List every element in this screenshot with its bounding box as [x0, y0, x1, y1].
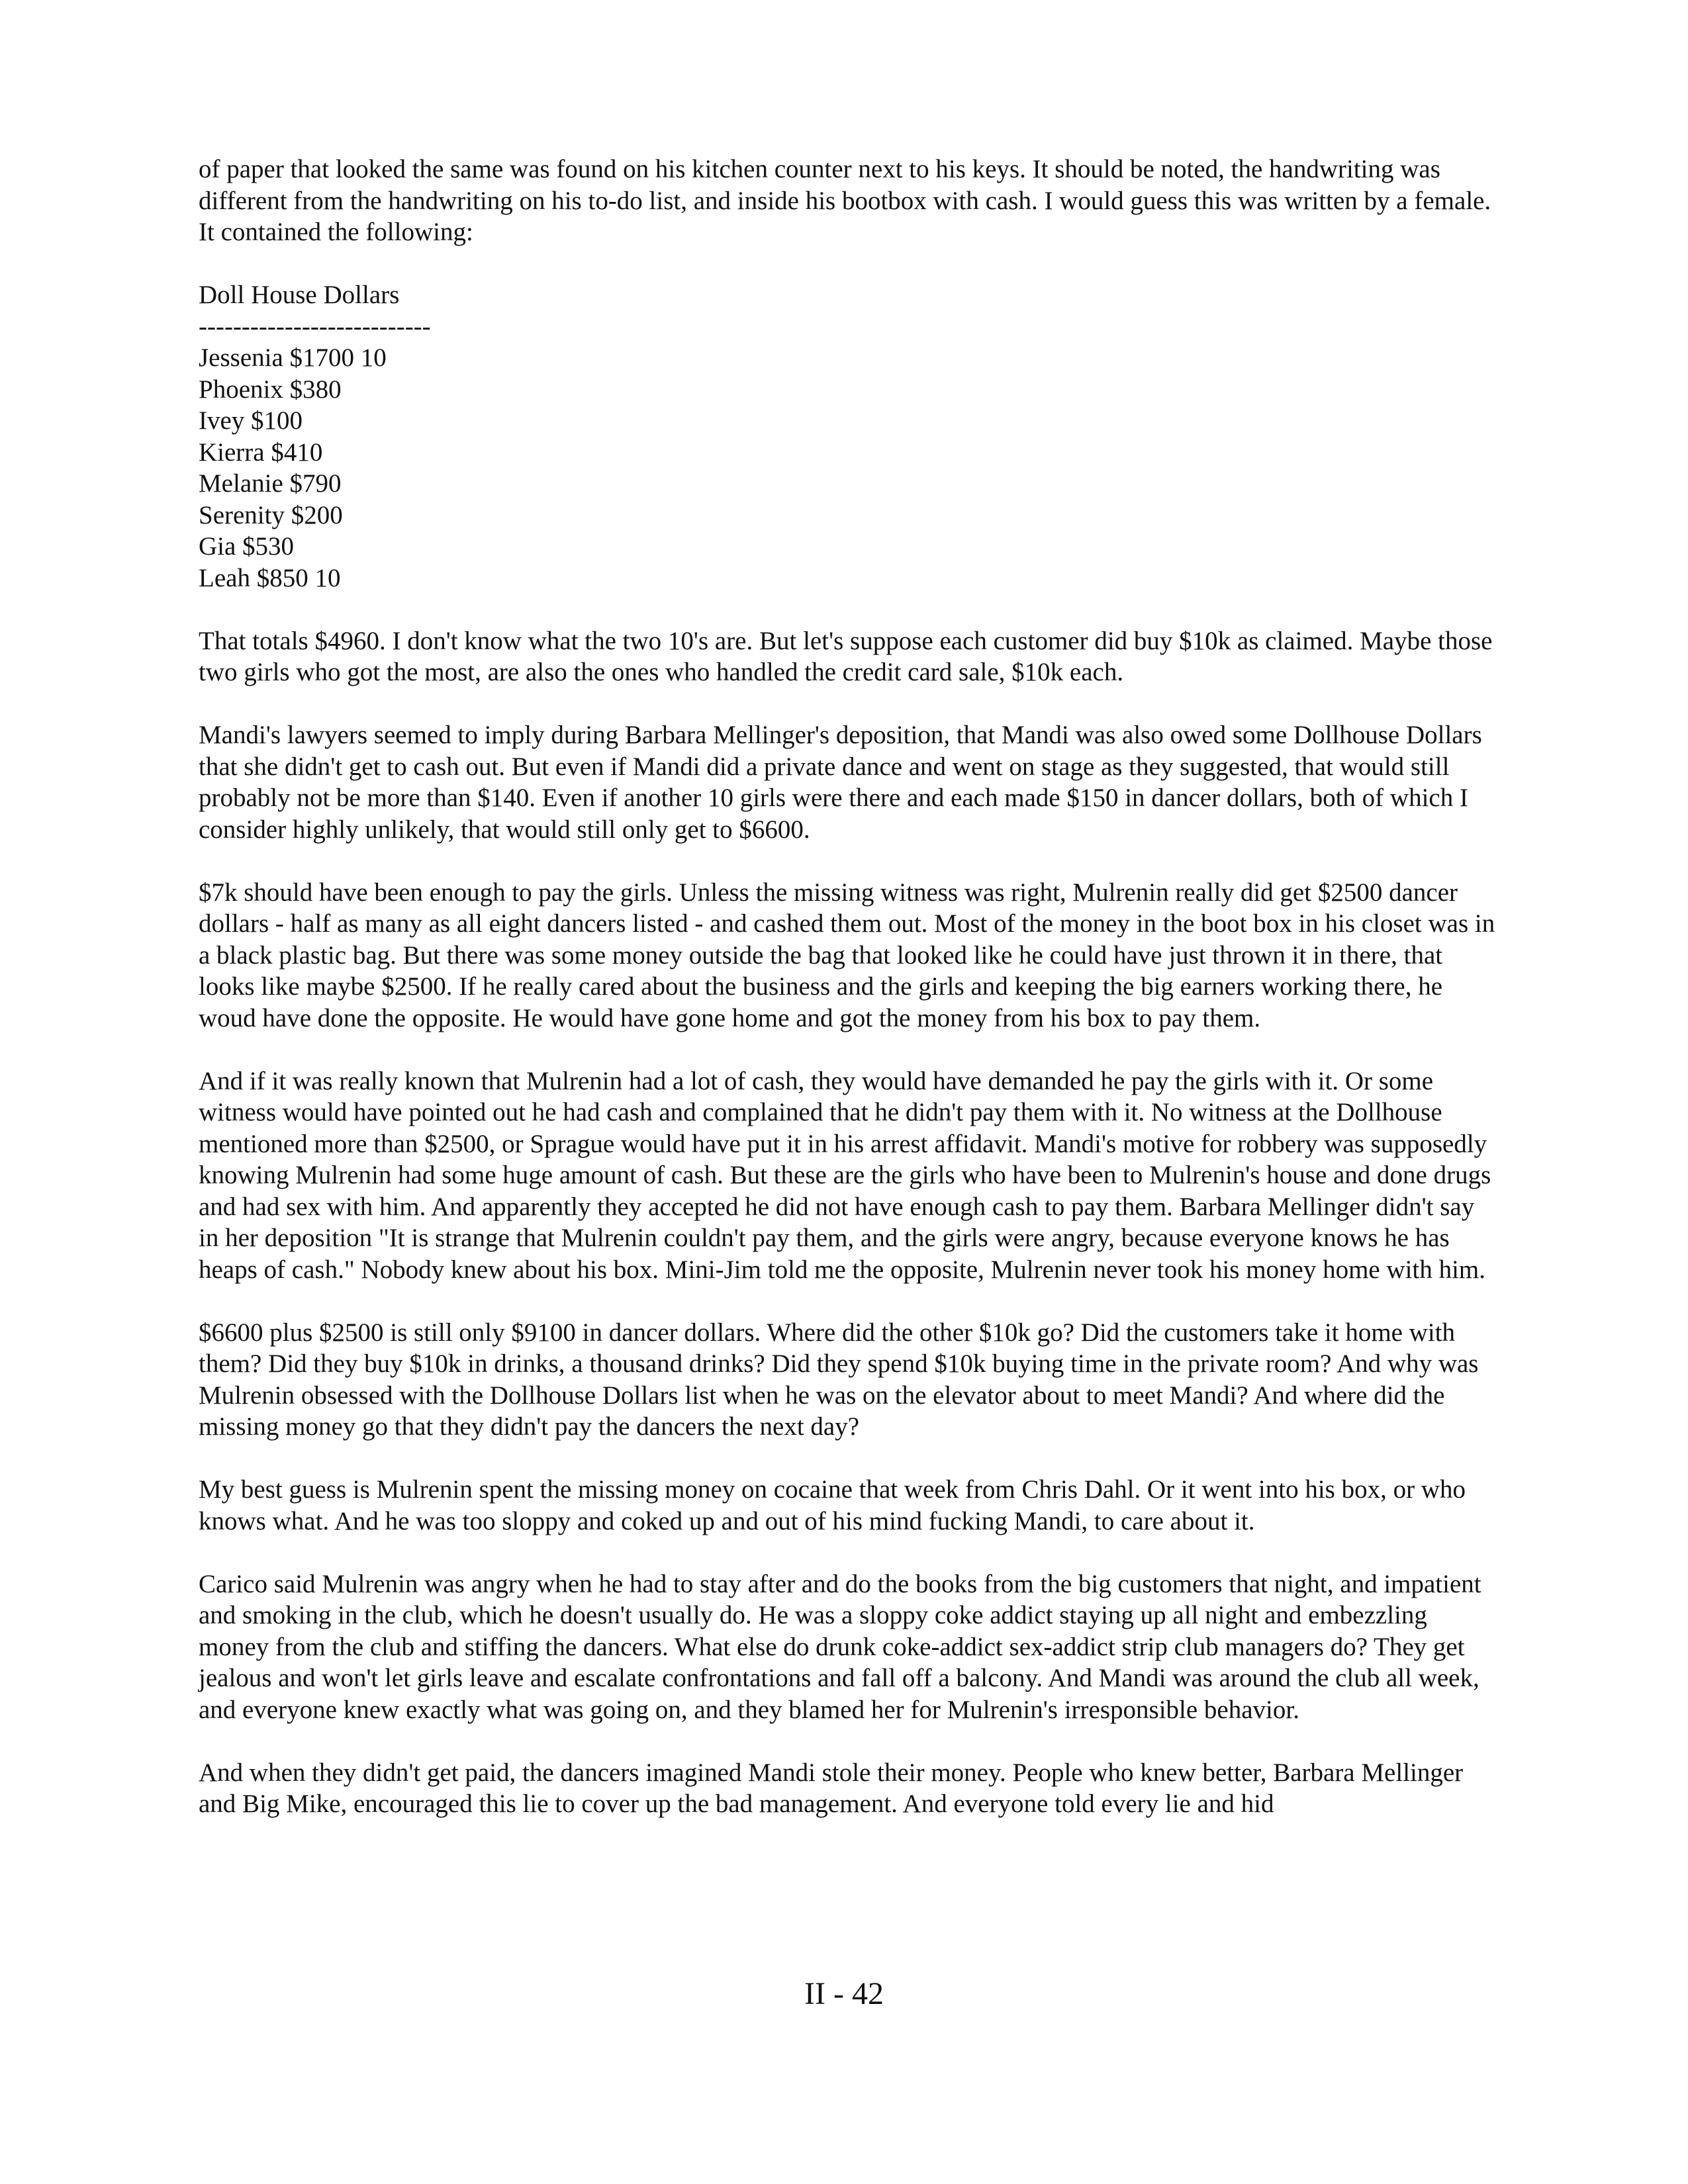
- paragraph: My best guess is Mulrenin spent the missing money on cocaine that week from Chris Dahl. Or it went into his box, or who knows what. And he was too sloppy and coked up and out of his mind fucking Mandi, to care about it.: [199, 1475, 1466, 1535]
- paragraph: And if it was really known that Mulrenin had a lot of cash, they would have demanded he pay the girls with it. Or some witness would have pointed out he had cash and complained that he didn't pay them with it. No witness at the Dollhouse mentioned more than $2500, or Sprague would have put it in his arrest affidavit. Mandi's motive for robbery was supposedly knowing Mulrenin had some huge amount of cash. But these are the girls who have been to Mulrenin's house and done drugs and had sex with him. And apparently they accepted he did not have enough cash to pay them. Barbara Mellinger didn't say in her deposition "It is strange that Mulrenin couldn't pay them, and the girls were angry, because everyone knows he has heaps of cash." Nobody knew about his box. Mini-Jim told me the opposite, Mulrenin never took his money home with him.: [199, 1066, 1491, 1284]
- paragraph: Carico said Mulrenin was angry when he had to stay after and do the books from the big customers that night, and impatient and smoking in the club, which he doesn't usually do. He was a sloppy coke addict staying up all night and embezzling money from the club and stiffing the dancers. What else do drunk coke-addict sex-addict strip club managers do? They get jealous and won't let girls leave and escalate confrontations and fall off a balcony. And Mandi was around the club all week, and everyone knew exactly what was going on, and they blamed her for Mulrenin's irresponsible behavior.: [199, 1569, 1481, 1724]
- list-divider: ---------------------------: [199, 312, 431, 341]
- list-item: Serenity $200: [199, 500, 343, 529]
- list-item: Jessenia $1700 10: [199, 343, 387, 372]
- list-item: Phoenix $380: [199, 375, 342, 404]
- list-item: Melanie $790: [199, 469, 342, 498]
- paragraph: $7k should have been enough to pay the girls. Unless the missing witness was right, Mulrenin really did get $2500 dancer dollars - half as many as all eight dancers listed - and cashed them out. Most of the money in the boot box in his closet was in a black plastic bag. But there was some money outside the bag that looked like he could have just thrown it in there, that looks like maybe $2500. If he really cared about the business and the girls and keeping the big earners working there, he woud have done the opposite. He would have gone home and got the money from his box to pay them.: [199, 878, 1495, 1032]
- list-title: Doll House Dollars: [199, 281, 400, 309]
- list-item: Ivey $100: [199, 406, 303, 435]
- paragraph: Mandi's lawyers seemed to imply during Barbara Mellinger's deposition, that Mandi was also owed some Dollhouse Dollars that she didn't get to cash out. But even if Mandi did a private dance and went on stage as they suggested, that would still probably not be more than $140. Even if another 10 girls were there and each made $150 in dancer dollars, both of which I consider highly unlikely, that would still only get to $6600.: [199, 721, 1482, 844]
- list-item: Leah $850 10: [199, 563, 341, 592]
- paragraph: $6600 plus $2500 is still only $9100 in dancer dollars. Where did the other $10k go? Did the customers take it home with them? Did they buy $10k in drinks, a thousand drinks? Did they spend $10k buying time in the private room? And why was Mulrenin obsessed with the Dollhouse Dollars list when he was on the elevator about to meet Mandi? And where did the missing money go that they didn't pay the dancers the next day?: [199, 1318, 1479, 1441]
- page-number: II - 42: [804, 1976, 884, 2011]
- paragraph: And when they didn't get paid, the dancers imagined Mandi stole their money. People who knew better, Barbara Mellinger and Big Mike, encouraged this lie to cover up the bad management. And everyone told every lie and hid: [199, 1758, 1464, 1818]
- page-body: [199, 154, 1496, 1851]
- list-item: Gia $530: [199, 532, 295, 561]
- list-item: Kierra $410: [199, 437, 323, 467]
- dollhouse-dollars-list: [199, 279, 1496, 594]
- paragraph: of paper that looked the same was found on his kitchen counter next to his keys. It should be noted, the handwriting was different from the handwriting on his to-do list, and inside his bootbox with cash. I would guess this was written by a female. It contained the following:: [199, 155, 1491, 246]
- paragraph: That totals $4960. I don't know what the two 10's are. But let's suppose each customer did buy $10k as claimed. Maybe those two girls who got the most, are also the ones who handled the credit card sale, $10k each.: [199, 626, 1493, 686]
